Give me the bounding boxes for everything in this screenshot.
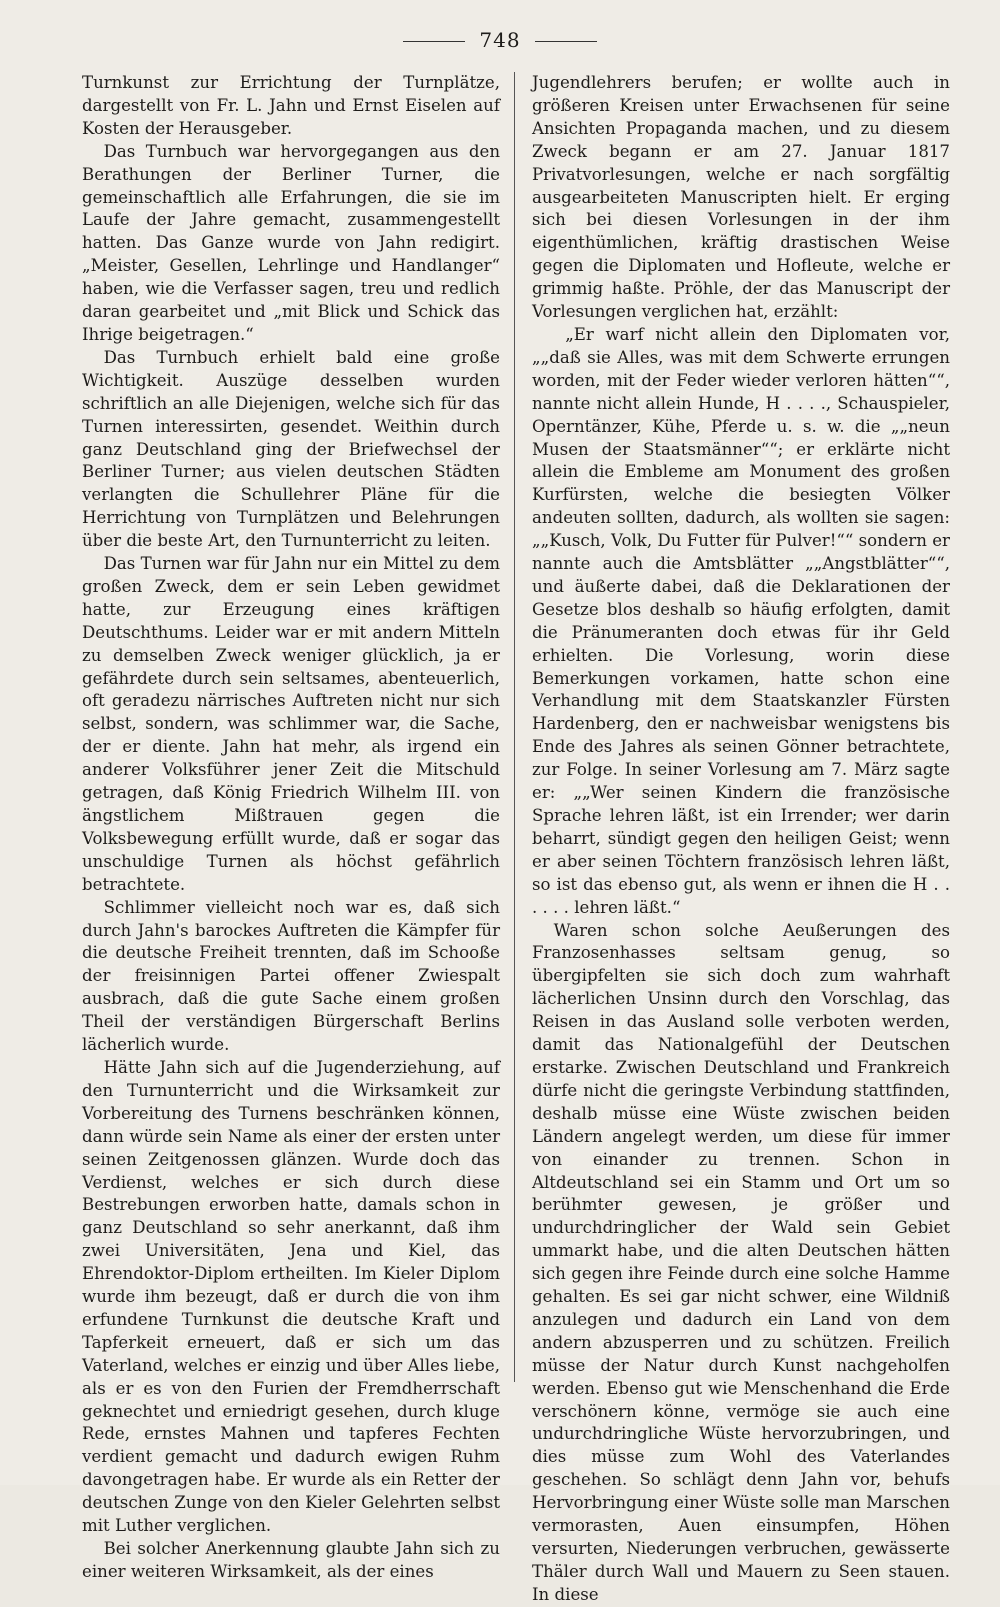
page-header — [0, 28, 1000, 52]
paragraph: Das Turnbuch war hervorgegangen aus den Berathungen der Berliner Turner, die gemeinschaftlich alle Erfahrungen, die sie im Laufe der Jahre gemacht, zusammengestellt hatten. Das Ganze wurde von Jahn redigirt. „Meister, Gesellen, Lehrlinge und Handlanger“ haben, wie die Verfasser sagen, treu und redlich daran gearbeitet und „mit Blick und Schick das Ihrige beigetragen.“ — [82, 141, 500, 344]
header-rule-right — [535, 41, 597, 42]
paragraph: Bei solcher Anerkennung glaubte Jahn sich zu einer weiteren Wirksamkeit, als der eines — [82, 1539, 500, 1581]
quote-paragraph: „Er warf nicht allein den Diplomaten vor, „„daß sie Alles, was mit dem Schwerte errungen worden, mit der Feder wieder verloren hätten““, nannte nicht allein Hunde, H . . . ., Schauspieler, Operntänzer, Kühe, Pferde u. s. w. die „„neun Musen der Staatsmänner““; er erklärte nicht allein die Embleme am Monument des großen Kurfürsten, welche die besiegten Völker andeuten sollten, dadurch, als wollten sie sagen: „„Kusch, Volk, Du Futter für Pulver!““ sondern er nannte auch die Amtsblätter „„Angstblätter““, und äußerte dabei, daß die Deklarationen der Gesetze blos deshalb so häufig erfolgten, damit die Pränumeranten doch etwas für ihr Geld erhielten. Die Vorlesung, worin diese Bemerkungen vorkamen, hatte schon eine Verhandlung mit dem Staatskanzler Fürsten Hardenberg, den er nachweisbar wenigstens bis Ende des Jahres als seinen Gönner betrachtete, zur Folge. In seiner Vorlesung am 7. März sagte er: „„Wer seinen Kindern die französische Sprache lehren läßt, ist ein Irrender; wer darin beharrt, sündigt gegen den heiligen Geist; wenn er aber seinen Töchtern französisch lehren läßt, so ist das ebenso gut, als wenn er ihnen die H . . . . . . lehren läßt.“ — [532, 324, 950, 917]
header-rule-left — [403, 41, 465, 42]
paragraph: Schlimmer vielleicht noch war es, daß sich durch Jahn's barockes Auftreten die Kämpfer für die deutsche Freiheit trennten, daß im Schooße der freisinnigen Partei offener Zwiespalt ausbrach, daß die gute Sache einem großen Theil der verständigen Bürgerschaft Berlins lächerlich wurde. — [82, 897, 500, 1055]
paragraph: Jugendlehrers berufen; er wollte auch in größeren Kreisen unter Erwachsenen für seine Ansichten Propaganda machen, und zu diesem Zweck begann er am 27. Januar 1817 Privatvorlesungen, welche er nach sorgfältig ausgearbeiteten Manuscripten hielt. Er erging sich bei diesen Vorlesungen in der ihm eigenthümlichen, kräftig drastischen Weise gegen die Diplomaten und Hofleute, welche er grimmig haßte. Pröhle, der das Manuscript der Vorlesungen verglichen hat, erzählt: — [532, 73, 950, 322]
paragraph: Waren schon solche Aeußerungen des Franzosenhasses seltsam genug, so übergipfelten sie sich doch zum wahrhaft lächerlichen Unsinn durch den Vorschlag, das Reisen in das Ausland solle verboten werden, damit das Nationalgefühl der Deutschen erstarke. Zwischen Deutschland und Frankreich dürfe nicht die geringste Verbindung stattfinden, deshalb müsse eine Wüste zwischen beiden Ländern angelegt werden, um diese für immer von einander zu trennen. Schon in Altdeutschland sei ein Stamm und Ort um so berühmter gewesen, je größer und undurchdringlicher der Wald sein Gebiet ummarkt habe, und die alten Deutschen hätten sich gegen ihre Feinde durch eine solche Hamme gehalten. Es sei gar nicht schwer, eine Wildniß anzulegen und dadurch ein Land von dem andern abzusperren und zu schützen. Freilich müsse der Natur durch Kunst nachgeholfen werden. Ebenso gut wie Menschenhand die Erde verschönern könne, vermöge sie auch eine undurchdringliche Wüste hervorzubringen, und dies müsse zum Wohl des Vaterlandes geschehen. So schlägt denn Jahn vor, behufs Hervorbringung einer Wüste solle man Marschen vermorasten, Auen einsumpfen, Höhen versurten, Niederungen verbruchen, gewässerte Thäler durch Wall und Mauern zu Seen stauen. In diese — [532, 920, 950, 1604]
paragraph: Das Turnbuch erhielt bald eine große Wichtigkeit. Auszüge desselben wurden schriftlich an alle Diejenigen, welche sich für das Turnen interessirten, gesendet. Weithin durch ganz Deutschland ging der Briefwechsel der Berliner Turner; aus vielen deutschen Städten verlangten die Schullehrer Pläne für die Herrichtung von Turnplätzen und Belehrungen über die beste Art, den Turnunterricht zu leiten. — [82, 347, 500, 551]
paragraph: Das Turnen war für Jahn nur ein Mittel zu dem großen Zweck, dem er sein Leben gewidmet hatte, zur Erzeugung eines kräftigen Deutschthums. Leider war er mit andern Mitteln zu demselben Zweck weniger glücklich, ja er gefährdete durch sein seltsames, abenteuerlich, oft geradezu närrisches Auftreten nicht nur sich selbst, sondern, was schlimmer war, die Sache, der er diente. Jahn hat mehr, als irgend ein anderer Volksführer jener Zeit die Mitschuld getragen, daß König Friedrich Wilhelm III. von ängstlichem Mißtrauen gegen die Volksbewegung erfüllt wurde, daß er sogar das unschuldige Turnen als höchst gefährlich betrachtete. — [82, 554, 500, 894]
column-divider — [514, 72, 515, 1382]
paragraph: Hätte Jahn sich auf die Jugenderziehung, auf den Turnunterricht und die Wirksamkeit zur Vorbereitung des Turnens beschränken können, dann würde sein Name als einer der ersten unter seinen Zeitgenossen glänzen. Wurde doch das Verdienst, welches er sich durch diese Bestrebungen erworben hatte, damals schon in ganz Deutschland so sehr anerkannt, daß ihm zwei Universitäten, Jena und Kiel, das Ehrendoktor-Diplom ertheilten. Im Kieler Diplom wurde ihm bezeugt, daß er durch die von ihm erfundene Turnkunst die deutsche Kraft und Tapferkeit erneuert, daß er sich um das Vaterland, welches er einzig und über Alles liebe, als er es von den Furien der Fremdherrschaft geknechtet und erniedrigt gesehen, durch kluge Rede, ernstes Mahnen und tapferes Fechten verdient gemacht und dadurch ewigen Ruhm davongetragen habe. Er wurde als ein Retter der deutschen Zunge von den Kieler Gelehrten selbst mit Luther verglichen. — [82, 1057, 500, 1536]
right-column — [532, 72, 950, 1607]
left-column — [82, 72, 500, 1584]
page-number: 748 — [479, 28, 521, 52]
paragraph: Turnkunst zur Errichtung der Turnplätze, dargestellt von Fr. L. Jahn und Ernst Eiselen auf Kosten der Herausgeber. — [82, 73, 500, 138]
